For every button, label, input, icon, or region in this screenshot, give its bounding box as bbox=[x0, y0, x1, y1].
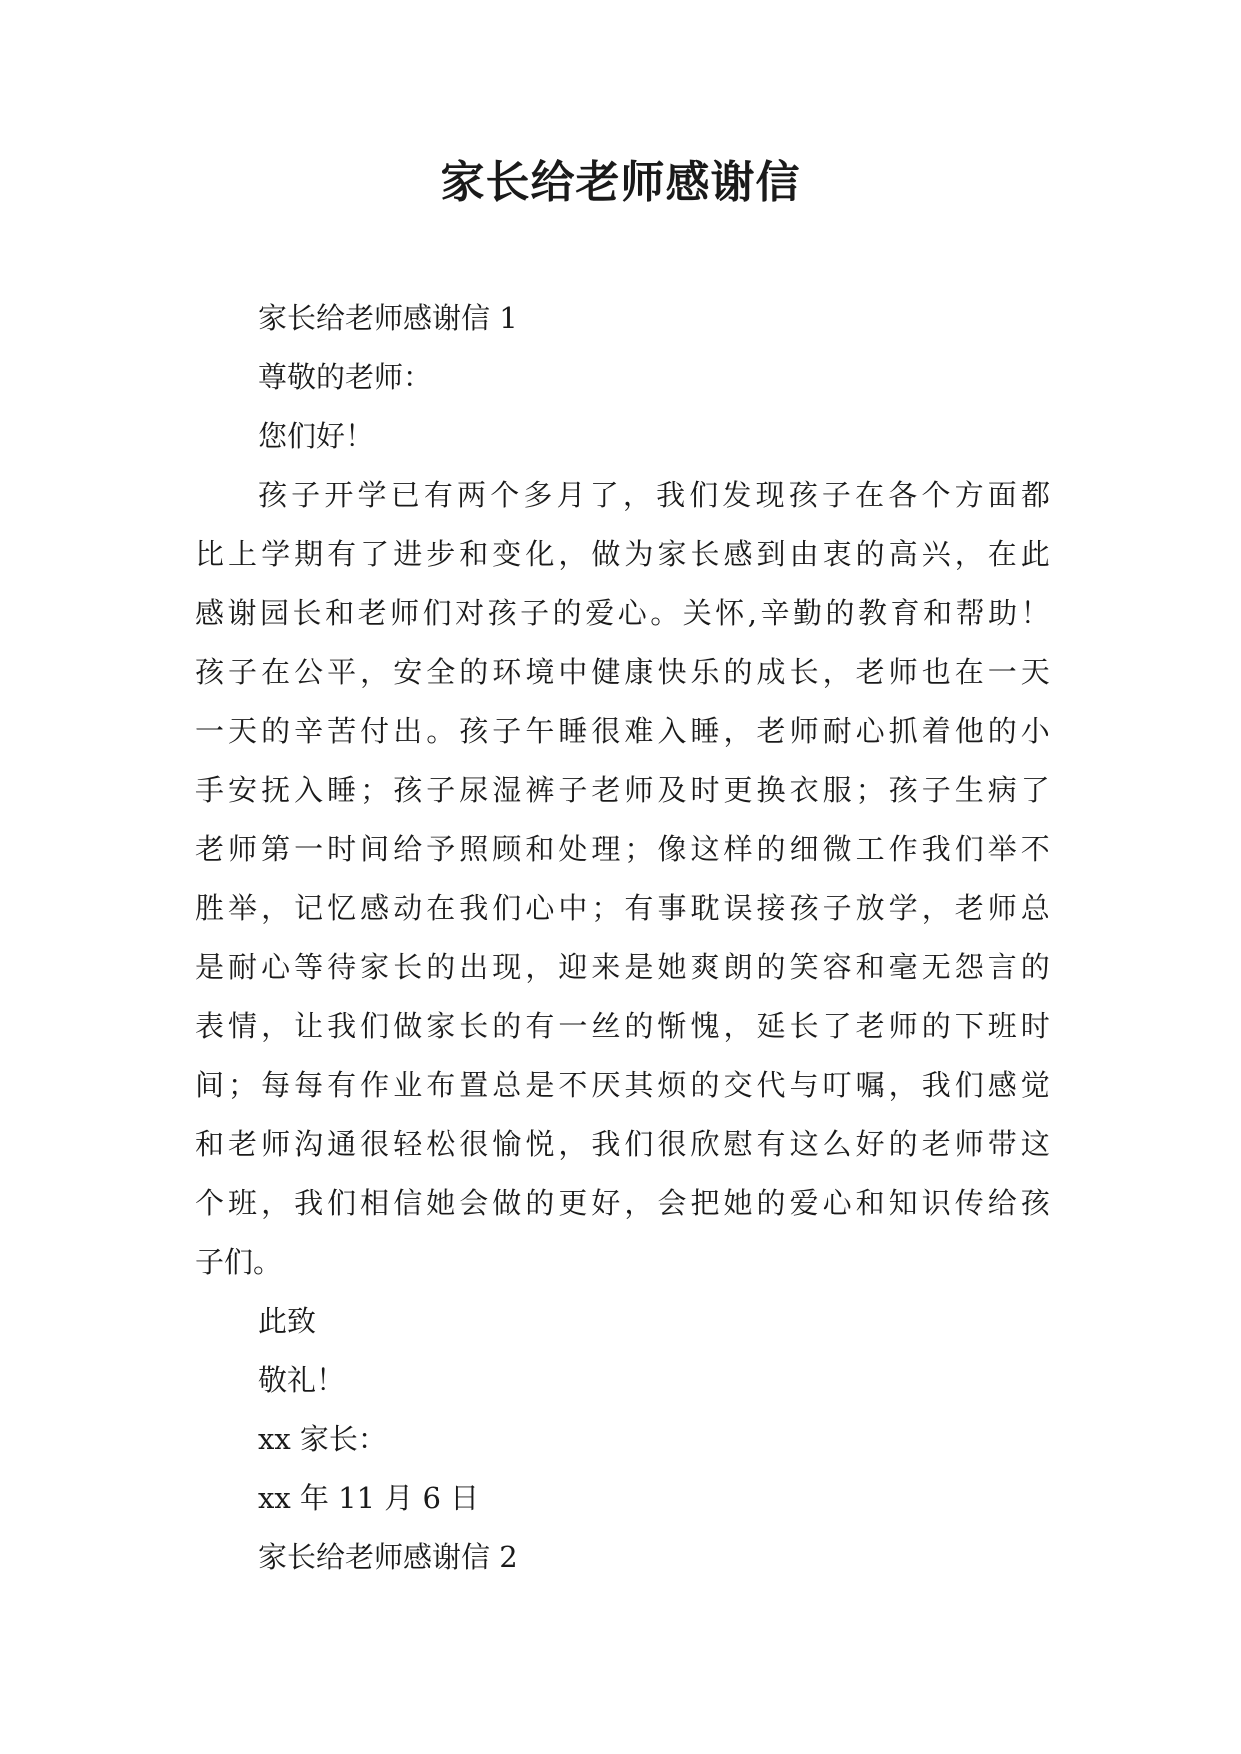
body-line: 老 师 第 一 时 间 给 予 照 顾 和 处 理 ； 像 这 样 的 细 微 工 作 我 们 举 不 bbox=[195, 832, 1050, 866]
body-line: 胜 举 ， 记 忆 感 动 在 我 们 心 中 ； 有 事 耽 误 接 孩 子 放 学 ， 老 师 总 bbox=[195, 891, 1050, 925]
body-line: 是 耐 心 等 待 家 长 的 出 现 ， 迎 来 是 她 爽 朗 的 笑 容 和 毫 无 怨 言 的 bbox=[195, 950, 1050, 984]
letter-body bbox=[195, 466, 1050, 1292]
body-line: 间 ； 每 每 有 作 业 布 置 总 是 不 厌 其 烦 的 交 代 与 叮 嘱 ， 我 们 感 觉 bbox=[195, 1068, 1050, 1102]
body-line: 感 谢 园 长 和 老 师 们 对 孩 子 的 爱 心 。 关 怀 , 辛 勤 的 教 育 和 帮 助 ！ bbox=[195, 596, 1050, 630]
body-line: 一 天 的 辛 苦 付 出 。 孩 子 午 睡 很 难 入 睡 ， 老 师 耐 心 抓 着 他 的 小 bbox=[195, 714, 1050, 748]
body-line: 比 上 学 期 有 了 进 步 和 变 化 ， 做 为 家 长 感 到 由 衷 的 高 兴 ， 在 此 bbox=[195, 537, 1050, 571]
closing-line-2: 敬礼！ bbox=[258, 1363, 346, 1397]
body-line-last: 子们。 bbox=[195, 1245, 283, 1279]
signature: xx 家长： bbox=[258, 1422, 387, 1456]
closing-line-1: 此致 bbox=[258, 1304, 317, 1338]
body-line: 孩 子 在 公 平 ， 安 全 的 环 境 中 健 康 快 乐 的 成 长 ， 老 师 也 在 一 天 bbox=[195, 655, 1050, 689]
body-line: 个 班 ， 我 们 相 信 她 会 做 的 更 好 ， 会 把 她 的 爱 心 和 知 识 传 给 孩 bbox=[195, 1186, 1050, 1220]
salutation: 尊敬的老师： bbox=[258, 360, 433, 394]
body-line: 孩 子 开 学 已 有 两 个 多 月 了 ， 我 们 发 现 孩 子 在 各 个 方 面 都 bbox=[258, 478, 1050, 512]
letter-content bbox=[195, 289, 1050, 1587]
letter-heading-2: 家长给老师感谢信 2 bbox=[258, 1540, 518, 1574]
greeting: 您们好！ bbox=[258, 419, 375, 453]
date: xx 年 11 月 6 日 bbox=[258, 1481, 480, 1515]
body-line: 手 安 抚 入 睡 ； 孩 子 尿 湿 裤 子 老 师 及 时 更 换 衣 服 ； 孩 子 生 病 了 bbox=[195, 773, 1050, 807]
body-line: 表 情 ， 让 我 们 做 家 长 的 有 一 丝 的 惭 愧 ， 延 长 了 老 师 的 下 班 时 bbox=[195, 1009, 1050, 1043]
body-line: 和 老 师 沟 通 很 轻 松 很 愉 悦 ， 我 们 很 欣 慰 有 这 么 好 的 老 师 带 这 bbox=[195, 1127, 1050, 1161]
letter-heading-1: 家长给老师感谢信 1 bbox=[258, 301, 518, 335]
document-title: 家长给老师感谢信 bbox=[440, 157, 801, 208]
